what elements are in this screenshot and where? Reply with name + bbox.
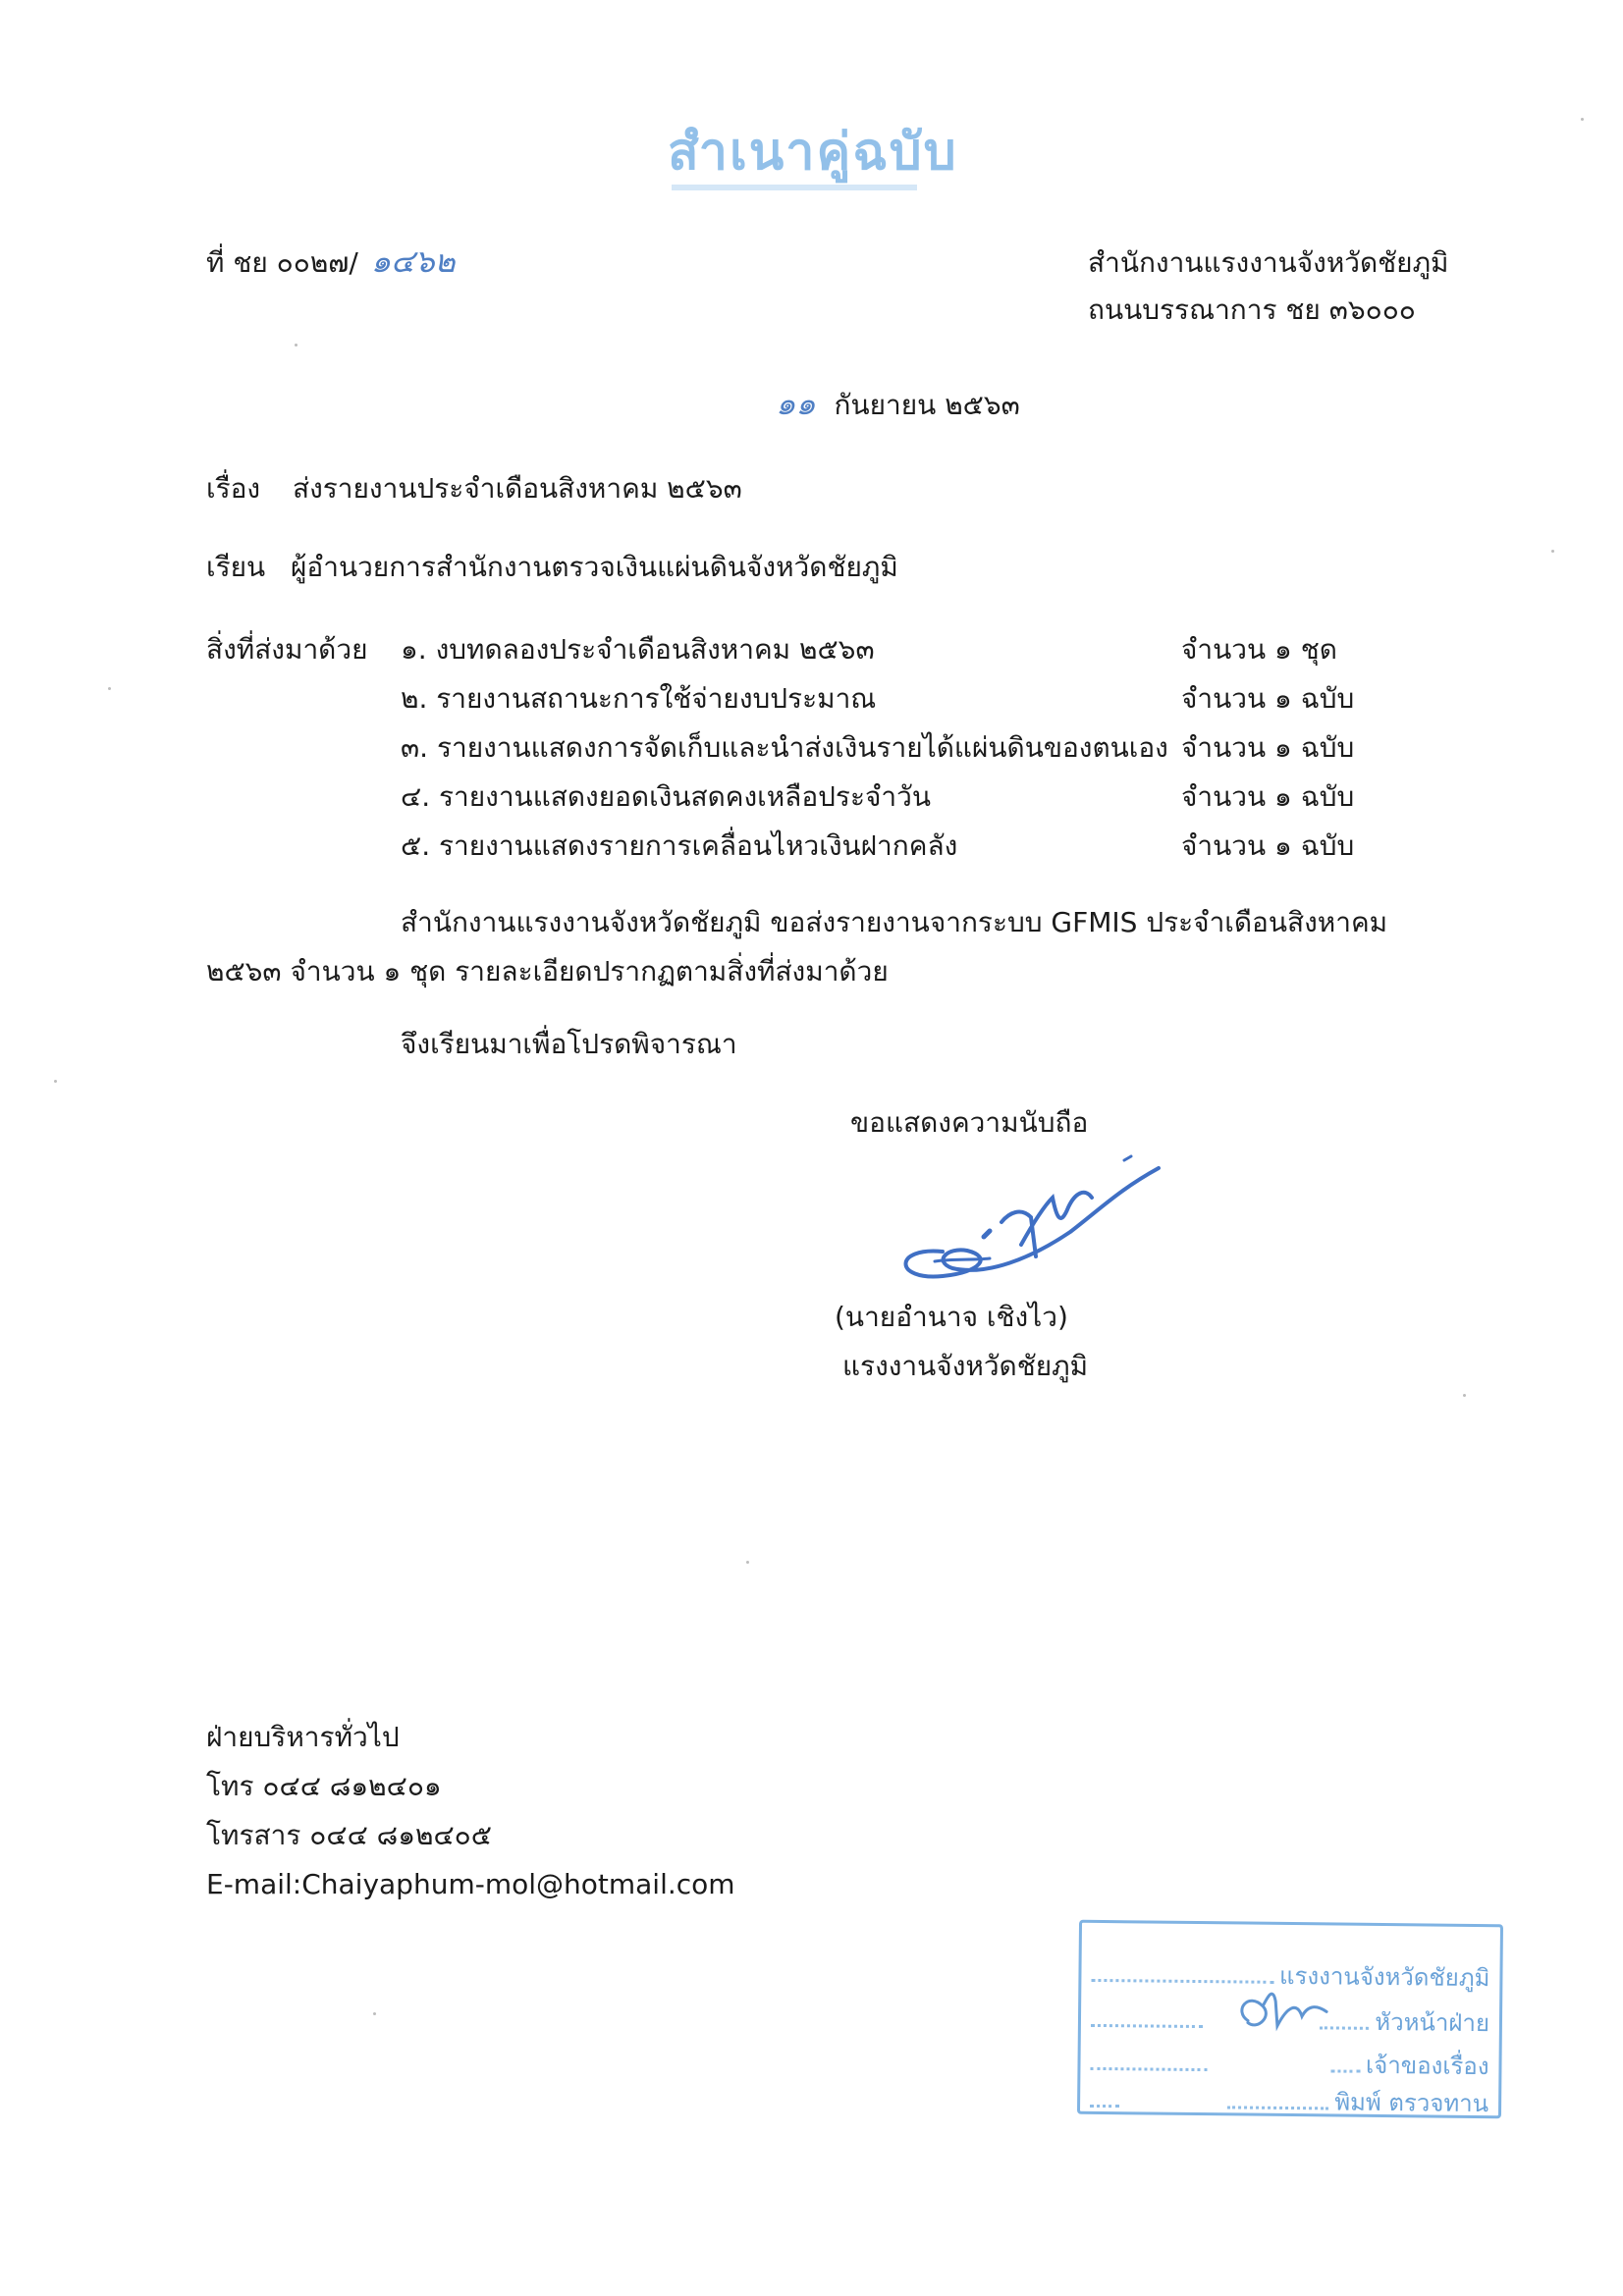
closing-request: จึงเรียนมาเพื่อโปรดพิจารณา	[401, 1028, 737, 1060]
stamp-label: เจ้าของเรื่อง	[1365, 2051, 1489, 2081]
enclosure-item: ๑. งบทดลองประจำเดือนสิงหาคม ๒๕๖๓	[401, 633, 875, 666]
handwritten-signature	[874, 1148, 1168, 1306]
scan-speck	[1581, 118, 1584, 121]
signatory-name: (นายอำนาจ เชิงไว)	[835, 1301, 1068, 1333]
enclosure-qty: จำนวน ๑ ชุด	[1181, 633, 1337, 666]
reference-prefix: ที่ ชย ๐๐๒๗/	[206, 246, 358, 279]
stamp-dotted-line	[1330, 2068, 1360, 2072]
recipient-text: ผู้อำนวยการสำนักงานตรวจเงินแผ่นดินจังหวัดชัยภูมิ	[291, 551, 898, 583]
signatory-position: แรงงานจังหวัดชัยภูมิ	[842, 1350, 1089, 1382]
scan-speck	[295, 344, 298, 347]
enclosure-qty: จำนวน ๑ ฉบับ	[1181, 829, 1355, 862]
salutation: ขอแสดงความนับถือ	[850, 1106, 1089, 1139]
office-name: สำนักงานแรงงานจังหวัดชัยภูมิ	[1088, 246, 1449, 279]
subject-text: ส่งรายงานประจำเดือนสิงหาคม ๒๕๖๓	[293, 472, 742, 505]
scan-speck	[1463, 1394, 1466, 1397]
enclosure-item: ๒. รายงานสถานะการใช้จ่ายงบประมาณ	[401, 682, 877, 715]
stamp-label: พิมพ์ ตรวจทาน	[1334, 2088, 1489, 2118]
footer-phone: โทร ๐๔๔ ๘๑๒๔๐๑	[206, 1770, 442, 1802]
subject-label: เรื่อง	[206, 472, 261, 505]
enclosure-qty: จำนวน ๑ ฉบับ	[1181, 731, 1355, 764]
enclosure-item: ๓. รายงานแสดงการจัดเก็บและนำส่งเงินรายได้แผ่นดินของตนเอง	[401, 731, 1168, 764]
scan-speck	[746, 1561, 749, 1564]
date-day-handwritten: ๑๑	[776, 385, 816, 422]
letter-date	[776, 386, 1020, 423]
footer-email[interactable]: E-mail:Chaiyaphum-mol@hotmail.com	[206, 1868, 735, 1900]
receiving-stamp	[1077, 1920, 1503, 2119]
stamp-label: แรงงานจังหวัดชัยภูมิ	[1278, 1961, 1490, 1993]
stamp-dotted-line	[1227, 2105, 1329, 2109]
copy-stamp: สำเนาคู่ฉบับ	[668, 123, 958, 182]
stamp-dotted-line	[1090, 2104, 1119, 2108]
recipient-label: เรียน	[206, 551, 266, 583]
office-address: ถนนบรรณาการ ชย ๓๖๐๐๐	[1088, 294, 1416, 326]
stamp-dotted-line	[1090, 2066, 1207, 2071]
reference-handwritten: ๑๔๖๒	[370, 242, 456, 280]
footer-fax: โทรสาร ๐๔๔ ๘๑๒๔๐๕	[206, 1819, 492, 1851]
stamp-dotted-line	[1091, 2023, 1203, 2028]
enclosure-item: ๕. รายงานแสดงรายการเคลื่อนไหวเงินฝากคลัง	[401, 829, 958, 862]
enclosure-qty: จำนวน ๑ ฉบับ	[1181, 682, 1355, 715]
enclosure-item: ๔. รายงานแสดงยอดเงินสดคงเหลือประจำวัน	[401, 780, 931, 813]
stamp-label: หัวหน้าฝ่าย	[1375, 2007, 1490, 2038]
enclosure-qty: จำนวน ๑ ฉบับ	[1181, 780, 1355, 813]
body-paragraph-line2: ๒๕๖๓ จำนวน ๑ ชุด รายละเอียดปรากฏตามสิ่งที่ส่งมาด้วย	[206, 955, 889, 988]
scan-speck	[108, 687, 111, 690]
scan-speck	[54, 1080, 57, 1083]
footer-department: ฝ่ายบริหารทั่วไป	[206, 1721, 400, 1753]
stamp-row	[1090, 2080, 1488, 2122]
body-paragraph-line1: สำนักงานแรงงานจังหวัดชัยภูมิ ขอส่งรายงานจากระบบ GFMIS ประจำเดือนสิงหาคม	[401, 906, 1388, 938]
scan-speck	[1551, 550, 1554, 553]
reference-number	[206, 243, 456, 281]
enclosures-label: สิ่งที่ส่งมาด้วย	[206, 633, 368, 666]
date-month-year: กันยายน ๒๕๖๓	[834, 389, 1020, 421]
scan-speck	[373, 2012, 376, 2015]
stamp-initials	[1228, 1981, 1337, 2051]
copy-stamp-underline	[672, 185, 917, 190]
